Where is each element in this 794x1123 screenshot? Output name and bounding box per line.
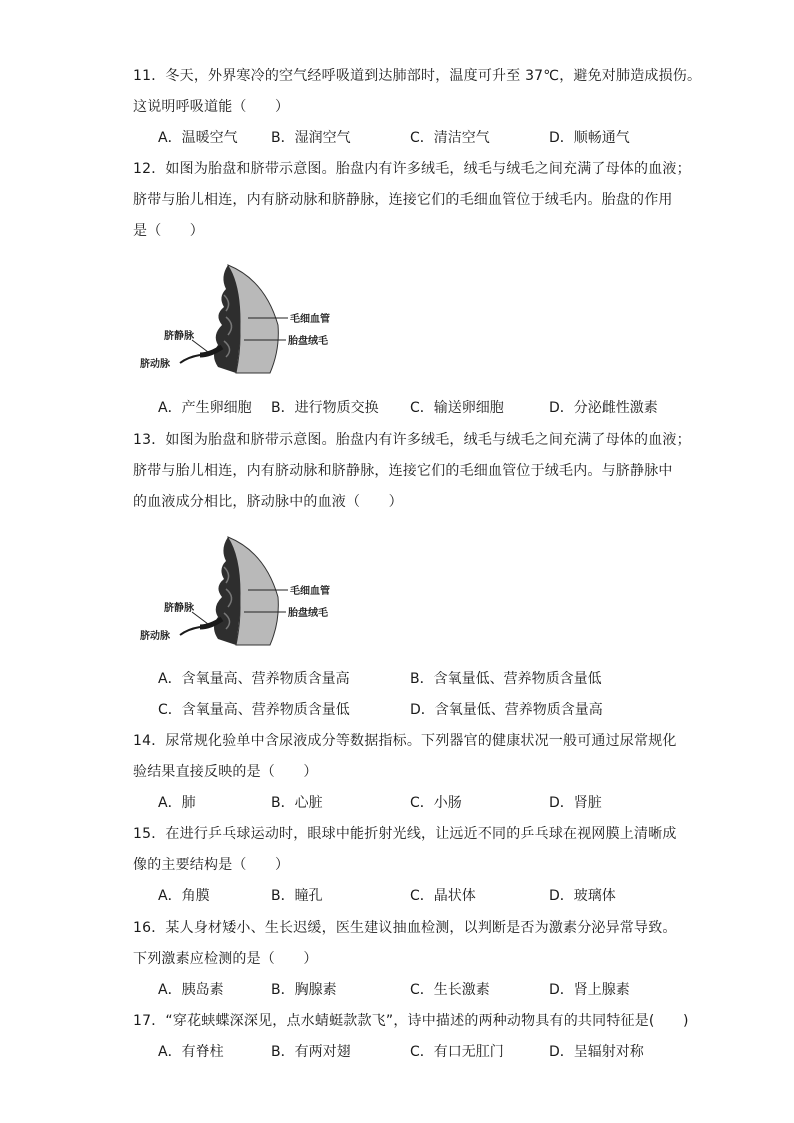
q16-option-b[interactable]: B．胸腺素	[271, 982, 337, 998]
q17-stem-line1: 17．“穿花蛱蝶深深见，点水蜻蜓款款飞”，诗中描述的两种动物具有的共同特征是( )	[133, 1013, 689, 1029]
q12-options	[158, 398, 678, 418]
q12-option-c[interactable]: C．输送卵细胞	[410, 400, 504, 416]
q14-options	[158, 793, 678, 813]
q16-option-c[interactable]: C．生长激素	[410, 982, 490, 998]
q11-stem-line1: 11．冬天，外界寒冷的空气经呼吸道到达肺部时，温度可升至 37℃，避免对肺造成损伤。	[133, 68, 702, 84]
q16-option-d[interactable]: D．肾上腺素	[549, 982, 630, 998]
q15-stem-line1: 15．在进行乒乓球运动时，眼球中能折射光线，让远近不同的乒乓球在视网膜上清晰成	[133, 826, 677, 842]
q17-option-a[interactable]: A．有脊柱	[158, 1044, 224, 1060]
q13-stem-line3: 的血液成分相比，脐动脉中的血液（ ）	[133, 494, 403, 510]
q15-option-a[interactable]: A．角膜	[158, 888, 210, 904]
label-placental-villi: 胎盘绒毛	[288, 608, 328, 619]
q13-options-row1	[158, 669, 678, 689]
q13-option-d[interactable]: D．含氧量低、营养物质含量高	[410, 702, 603, 718]
q16-stem-line1: 16．某人身材矮小、生长迟缓，医生建议抽血检测，以判断是否为激素分泌异常导致。	[133, 920, 677, 936]
q11-options	[158, 128, 678, 148]
q12-option-b[interactable]: B．进行物质交换	[271, 400, 379, 416]
label-capillary: 毛细血管	[290, 314, 330, 325]
q13-stem-line2: 脐带与胎儿相连，内有脐动脉和脐静脉，连接它们的毛细血管位于绒毛内。与脐静脉中	[133, 463, 673, 479]
q11-option-c[interactable]: C．清洁空气	[410, 130, 490, 146]
label-umbilical-vein: 脐静脉	[164, 603, 194, 614]
q17-option-d[interactable]: D．呈辐射对称	[549, 1044, 644, 1060]
q13-option-b[interactable]: B．含氧量低、营养物质含量低	[410, 671, 602, 687]
q11-option-b[interactable]: B．湿润空气	[271, 130, 351, 146]
q14-option-d[interactable]: D．肾脏	[549, 795, 602, 811]
q16-stem-line2: 下列激素应检测的是（ ）	[133, 951, 318, 967]
placenta-diagram	[140, 255, 340, 380]
q16-option-a[interactable]: A．胰岛素	[158, 982, 224, 998]
q12-stem-line1: 12．如图为胎盘和脐带示意图。胎盘内有许多绒毛，绒毛与绒毛之间充满了母体的血液；	[133, 161, 691, 177]
q12-placenta-figure	[140, 255, 340, 380]
q12-option-a[interactable]: A．产生卵细胞	[158, 400, 252, 416]
q13-placenta-figure	[140, 527, 340, 652]
q17-option-c[interactable]: C．有口无肛门	[410, 1044, 504, 1060]
q12-option-d[interactable]: D．分泌雌性激素	[549, 400, 658, 416]
q14-stem-line1: 14．尿常规化验单中含尿液成分等数据指标。下列器官的健康状况一般可通过尿常规化	[133, 733, 677, 749]
q11-option-d[interactable]: D．顺畅通气	[549, 130, 630, 146]
q13-options-row2	[158, 700, 678, 720]
q14-option-c[interactable]: C．小肠	[410, 795, 462, 811]
q14-option-a[interactable]: A．肺	[158, 795, 196, 811]
q15-stem-line2: 像的主要结构是（ ）	[133, 857, 290, 873]
q11-stem-line2: 这说明呼吸道能（ ）	[133, 99, 290, 115]
q12-stem-line3: 是（ ）	[133, 223, 204, 239]
q13-option-c[interactable]: C．含氧量高、营养物质含量低	[158, 702, 350, 718]
label-umbilical-artery: 脐动脉	[140, 631, 170, 642]
q17-option-b[interactable]: B．有两对翅	[271, 1044, 351, 1060]
q15-option-d[interactable]: D．玻璃体	[549, 888, 616, 904]
label-capillary: 毛细血管	[290, 586, 330, 597]
q14-option-b[interactable]: B．心脏	[271, 795, 323, 811]
placenta-diagram	[140, 527, 340, 652]
q17-options	[158, 1042, 678, 1062]
q14-stem-line2: 验结果直接反映的是（ ）	[133, 764, 318, 780]
label-umbilical-vein: 脐静脉	[164, 331, 194, 342]
q12-stem-line2: 脐带与胎儿相连，内有脐动脉和脐静脉，连接它们的毛细血管位于绒毛内。胎盘的作用	[133, 192, 673, 208]
label-umbilical-artery: 脐动脉	[140, 359, 170, 370]
q15-option-c[interactable]: C．晶状体	[410, 888, 476, 904]
q15-option-b[interactable]: B．瞳孔	[271, 888, 323, 904]
label-placental-villi: 胎盘绒毛	[288, 336, 328, 347]
q13-stem-line1: 13．如图为胎盘和脐带示意图。胎盘内有许多绒毛，绒毛与绒毛之间充满了母体的血液；	[133, 432, 691, 448]
q16-options	[158, 980, 678, 1000]
q15-options	[158, 886, 678, 906]
q11-option-a[interactable]: A．温暖空气	[158, 130, 238, 146]
q13-option-a[interactable]: A．含氧量高、营养物质含量高	[158, 671, 350, 687]
